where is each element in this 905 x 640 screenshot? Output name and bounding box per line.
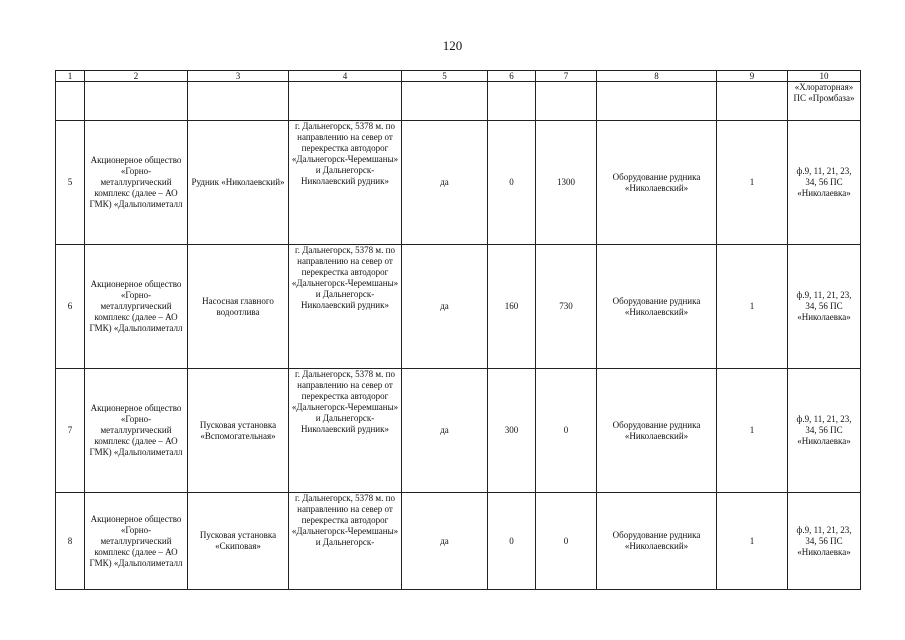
object-cell: Рудник «Николаевский» [188, 121, 289, 245]
col7-cell: 0 [536, 369, 597, 493]
organization-cell: Акционерное общество «Горно-металлургический комплекс (далее – АО ГМК) «Дальполиметалл [85, 493, 188, 590]
continuation-row [56, 82, 861, 121]
table-cell [597, 82, 717, 121]
equipment-cell: Оборудование рудника «Николаевский» [597, 493, 717, 590]
col9-cell: 1 [717, 121, 788, 245]
header-cell: 3 [188, 71, 289, 82]
object-cell: Пусковая установка «Скиповая» [188, 493, 289, 590]
table-row [56, 369, 861, 493]
col7-cell: 730 [536, 245, 597, 369]
col9-cell: 1 [717, 369, 788, 493]
col9-cell: 1 [717, 493, 788, 590]
col9-cell: 1 [717, 245, 788, 369]
col6-cell: 0 [488, 121, 536, 245]
col5-cell: да [402, 493, 488, 590]
organization-cell: Акционерное общество «Горно-металлургический комплекс (далее – АО ГМК) «Дальполиметалл [85, 121, 188, 245]
header-cell: 9 [717, 71, 788, 82]
object-cell: Насосная главного водоотлива [188, 245, 289, 369]
address-cell: г. Дальнегорск, 5378 м. по направлению на север от перекрестка автодорог «Дальнегорск-Черемшаны» и Дальнегорск-Николаевский рудник» [289, 245, 402, 369]
object-cell: Пусковая установка «Вспомогательная» [188, 369, 289, 493]
equipment-cell: Оборудование рудника «Николаевский» [597, 245, 717, 369]
row-number: 5 [56, 121, 85, 245]
header-cell: 7 [536, 71, 597, 82]
table-cell [85, 82, 188, 121]
address-cell: г. Дальнегорск, 5378 м. по направлению на север от перекрестка автодорог «Дальнегорск-Черемшаны» и Дальнегорск-Николаевский рудник» [289, 121, 402, 245]
table-cell [402, 82, 488, 121]
table-cell [289, 82, 402, 121]
data-table [55, 70, 861, 590]
header-cell: 2 [85, 71, 188, 82]
table-cell: «Хлораторная» ПС «Промбаза» [788, 82, 861, 121]
organization-cell: Акционерное общество «Горно-металлургический комплекс (далее – АО ГМК) «Дальполиметалл [85, 369, 188, 493]
table-row [56, 121, 861, 245]
col5-cell: да [402, 245, 488, 369]
header-cell: 4 [289, 71, 402, 82]
col5-cell: да [402, 369, 488, 493]
table-row [56, 245, 861, 369]
header-cell: 1 [56, 71, 85, 82]
header-cell: 6 [488, 71, 536, 82]
feeders-cell: ф.9, 11, 21, 23, 34, 56 ПС «Николаевка» [788, 369, 861, 493]
table-row [56, 493, 861, 590]
organization-cell: Акционерное общество «Горно-металлургический комплекс (далее – АО ГМК) «Дальполиметалл [85, 245, 188, 369]
header-cell: 5 [402, 71, 488, 82]
header-row [56, 71, 861, 82]
col5-cell: да [402, 121, 488, 245]
feeders-cell: ф.9, 11, 21, 23, 34, 56 ПС «Николаевка» [788, 493, 861, 590]
table-cell [717, 82, 788, 121]
col6-cell: 300 [488, 369, 536, 493]
table-cell [56, 82, 85, 121]
page-number: 120 [442, 38, 463, 53]
header-cell: 10 [788, 71, 861, 82]
col6-cell: 160 [488, 245, 536, 369]
address-cell: г. Дальнегорск, 5378 м. по направлению на север от перекрестка автодорог «Дальнегорск-Черемшаны» и Дальнегорск-Николаевский рудник» [289, 369, 402, 493]
address-text: г. Дальнегорск, 5378 м. по направлению на север от перекрестка автодорог «Дальнегорск-Черемшаны» и Дальнегорск- [291, 493, 399, 547]
table-cell [488, 82, 536, 121]
table-cell [536, 82, 597, 121]
col7-cell: 0 [536, 493, 597, 590]
header-cell: 8 [597, 71, 717, 82]
row-number: 6 [56, 245, 85, 369]
feeders-cell: ф.9, 11, 21, 23, 34, 56 ПС «Николаевка» [788, 245, 861, 369]
row-number: 8 [56, 493, 85, 590]
col6-cell: 0 [488, 493, 536, 590]
equipment-cell: Оборудование рудника «Николаевский» [597, 369, 717, 493]
feeders-cell: ф.9, 11, 21, 23, 34, 56 ПС «Николаевка» [788, 121, 861, 245]
equipment-cell: Оборудование рудника «Николаевский» [597, 121, 717, 245]
col7-cell: 1300 [536, 121, 597, 245]
table-cell [188, 82, 289, 121]
row-number: 7 [56, 369, 85, 493]
address-cell [289, 493, 402, 590]
